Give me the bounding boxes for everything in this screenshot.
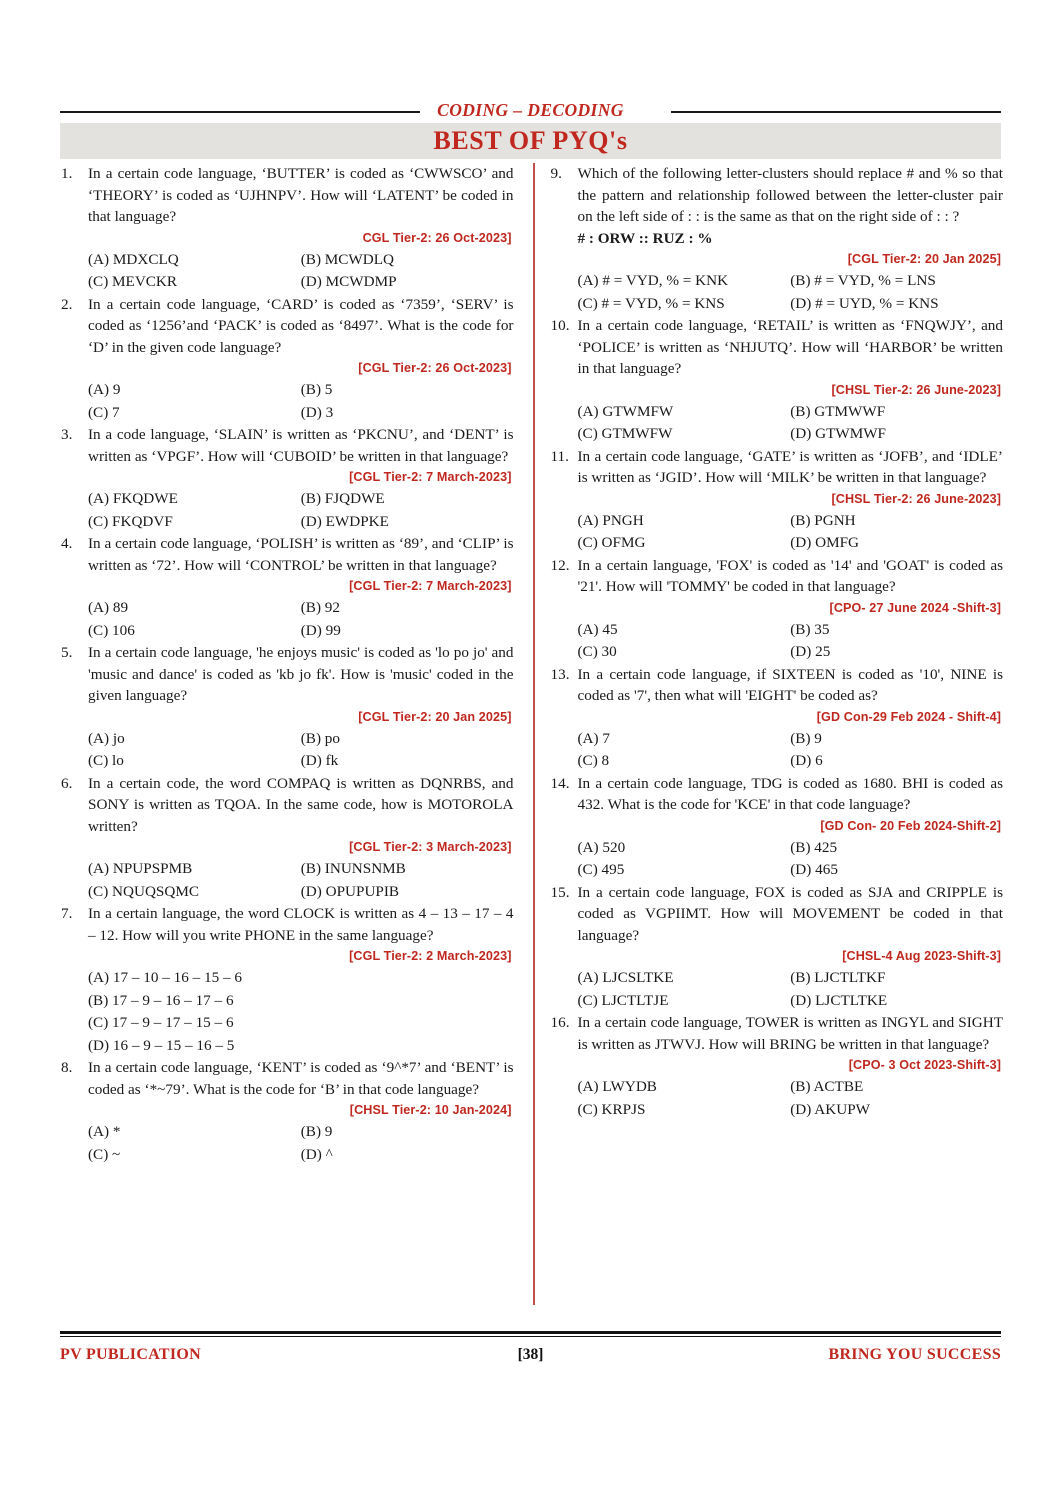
left-column: [58, 163, 524, 1311]
option-choice[interactable]: (B) PGNH: [790, 511, 856, 529]
question-number: 4.: [61, 535, 73, 552]
option-row: [88, 488, 514, 511]
option-choice[interactable]: (A) jo: [88, 729, 125, 747]
option-row: [88, 1035, 514, 1058]
question-body: [88, 903, 514, 1057]
exam-source-tag: [CGL Tier-2: 2 March-2023]: [349, 949, 512, 963]
option-choice[interactable]: (A) LWYDB: [577, 1078, 657, 1095]
option-row: [88, 1121, 514, 1144]
option-choice[interactable]: (A) MDXCLQ: [88, 250, 179, 268]
right-column: [544, 163, 1004, 1311]
option-choice[interactable]: (A) NPUPSPMB: [88, 860, 193, 877]
option-choice[interactable]: (B) LJCTLTKF: [790, 969, 886, 986]
option-choice[interactable]: (A) PNGH: [577, 511, 644, 529]
question-text: In a certain code language, TOWER is written as INGYL and SIGHT is written as JTWVJ. How will BRING be written in that language?: [577, 1014, 1003, 1053]
option-choice[interactable]: (C) 106: [88, 621, 135, 639]
option-row: [578, 619, 1004, 642]
question-text: In a code language, ‘SLAIN’ is written as ‘PKCNU’, and ‘DENT’ is written as ‘VPGF’. How will ‘CUBOID’ be written in that language?: [88, 426, 514, 465]
question-body: [578, 446, 1004, 555]
question-body: [578, 664, 1004, 773]
question-text: In a certain code language, ‘CARD’ is coded as ‘7359’, ‘SERV’ is coded as ‘1256’and ‘PACK’ is coded as ‘8497’. What is the code for ‘D’ in the given code language?: [88, 295, 514, 356]
question-text: In a certain code language, if SIXTEEN is coded as '10', NINE is coded as '7', then what will 'EIGHT' be coded as?: [577, 665, 1003, 704]
option-choice[interactable]: (C) 8: [577, 752, 610, 769]
option-choice[interactable]: (D) GTWMWF: [790, 425, 886, 442]
exam-source-tag: [GD Con- 20 Feb 2024-Shift-2]: [820, 818, 1001, 833]
option-choice[interactable]: (C) MEVCKR: [88, 273, 178, 290]
option-row: [578, 1099, 1004, 1122]
question-text: In a certain code language, ‘RETAIL’ is written as ‘FNQWJY’, and ‘POLICE’ is written as ‘NHJUTQ’. How will ‘HARBOR’ be written in that language?: [577, 317, 1003, 377]
option-row: [88, 858, 514, 881]
option-choice[interactable]: (D) # = UYD, % = KNS: [790, 294, 939, 312]
option-choice[interactable]: (B) 9: [790, 729, 822, 747]
question-number: 15.: [550, 883, 570, 901]
option-choice[interactable]: (D) 6: [790, 752, 823, 769]
option-choice[interactable]: (A) 9: [88, 381, 121, 398]
option-choice[interactable]: (C) 7: [88, 403, 120, 421]
option-choice[interactable]: (B) # = VYD, % = LNS: [790, 272, 936, 289]
option-choice[interactable]: (D) OMFG: [790, 534, 860, 551]
question-block: [58, 1057, 514, 1166]
question-text: In a certain code language, TDG is coded as 1680. BHI is coded as 432. What is the code for 'KCE' in that code language?: [577, 774, 1003, 813]
option-row: [578, 728, 1004, 751]
question-number: 9.: [550, 165, 562, 182]
question-block: [58, 903, 514, 1057]
option-choice[interactable]: (C) 30: [577, 643, 617, 660]
exam-source-tag: [CGL Tier-2: 3 March-2023]: [349, 840, 512, 854]
option-choice[interactable]: (A) 89: [88, 599, 129, 616]
header-rule-right: [671, 111, 1001, 113]
option-choice[interactable]: (B) FJQDWE: [300, 490, 385, 507]
option-row: [578, 270, 1004, 293]
question-body: [578, 1012, 1004, 1121]
option-list: [578, 270, 1004, 315]
exam-source-tag: [CHSL Tier-2: 26 June-2023]: [831, 382, 1001, 397]
publisher-tagline: BRING YOU SUCCESS: [828, 1346, 1002, 1363]
option-choice[interactable]: (D) EWDPKE: [300, 512, 389, 530]
option-row: [578, 641, 1004, 664]
question-body: [88, 294, 514, 425]
question-text: Which of the following letter-clusters should replace # and % so that the pattern and relationship followed between the letter-cluster pair on the left side of : : is the same as that on the right side of : : ?: [577, 165, 1003, 225]
option-row: [88, 271, 514, 294]
question-block: [548, 664, 1004, 773]
option-list: [578, 619, 1004, 664]
option-choice[interactable]: (D) ^: [300, 1145, 333, 1163]
option-row: [578, 1076, 1004, 1099]
banner-title: BEST OF PYQ's: [433, 126, 628, 155]
option-list: [88, 967, 514, 1057]
question-number: 12.: [550, 556, 570, 574]
option-choice[interactable]: (D) 16 – 9 – 15 – 16 – 5: [88, 1036, 235, 1054]
question-body: [88, 163, 514, 294]
question-block: [58, 294, 514, 425]
question-text: In a certain code language, FOX is coded as SJA and CRIPPLE is coded as VGPIIMT. How will MOVEMENT be coded in that language?: [577, 883, 1003, 944]
option-choice[interactable]: (A) 45: [577, 620, 618, 638]
option-choice[interactable]: (C) GTMWFW: [577, 425, 673, 442]
option-choice[interactable]: (D) OPUPUPIB: [300, 882, 400, 900]
question-text: In a certain language, the word CLOCK is written as 4 – 13 – 17 – 4 – 12. How will you write PHONE in the same language?: [88, 905, 514, 944]
question-body: [88, 773, 514, 904]
option-choice[interactable]: (C) ~: [88, 1145, 121, 1163]
option-row: [88, 728, 514, 751]
option-row: [578, 532, 1004, 555]
option-choice[interactable]: (D) LJCTLTKE: [790, 991, 888, 1009]
option-row: [88, 990, 514, 1013]
question-text: In a certain code language, ‘KENT’ is coded as ‘9^*7’ and ‘BENT’ is coded as ‘*~79’. What is the code for ‘B’ in that code language?: [88, 1059, 514, 1098]
exam-source-tag: [GD Con-29 Feb 2024 - Shift-4]: [816, 709, 1001, 724]
option-choice[interactable]: (B) 9: [300, 1123, 333, 1140]
banner: [60, 123, 1001, 159]
option-list: [88, 379, 514, 424]
option-list: [578, 401, 1004, 446]
option-choice[interactable]: (A) LJCSLTKE: [577, 969, 674, 986]
option-choice[interactable]: (C) lo: [88, 752, 124, 769]
option-choice[interactable]: (A) 520: [577, 838, 626, 856]
exam-source-tag: [CGL Tier-2: 20 Jan 2025]: [847, 252, 1001, 266]
option-list: [578, 1076, 1004, 1121]
question-body: [578, 315, 1004, 446]
page-number: [38]: [517, 1346, 544, 1363]
question-body: [578, 882, 1004, 1013]
option-choice[interactable]: (C) FKQDVF: [88, 512, 173, 530]
option-choice[interactable]: (C) LJCTLTJE: [577, 991, 669, 1009]
question-block: [548, 882, 1004, 1013]
option-choice[interactable]: (A) GTWMFW: [577, 402, 674, 420]
question-block: [58, 533, 514, 642]
exam-source-tag: [CGL Tier-2: 20 Jan 2025]: [358, 709, 512, 724]
exam-source-tag: [CHSL-4 Aug 2023-Shift-3]: [842, 949, 1001, 963]
option-choice[interactable]: (C) # = VYD, % = KNS: [577, 294, 725, 312]
column-divider: [533, 163, 535, 1305]
question-body: [88, 424, 514, 533]
question-number: 16.: [550, 1014, 570, 1031]
option-row: [578, 750, 1004, 773]
question-number: 2.: [61, 295, 73, 313]
option-choice[interactable]: (D) 25: [790, 643, 831, 660]
question-subline: # : ORW :: RUZ : %: [577, 229, 713, 247]
question-text: In a certain code language, ‘GATE’ is written as ‘JOFB’, and ‘IDLE’ is written as ‘JGID’. How will ‘MILK’ be written in that language?: [577, 447, 1003, 486]
question-number: 1.: [61, 165, 73, 182]
question-block: [548, 163, 1004, 315]
question-text: In a certain code language, 'he enjoys music' is coded as 'lo po jo' and 'music and dance' is coded as 'kb jo fk'. How is 'music' coded in the given language?: [88, 644, 514, 704]
question-number: 3.: [61, 426, 73, 443]
option-list: [88, 249, 514, 294]
option-list: [88, 728, 514, 773]
option-choice[interactable]: (B) 17 – 9 – 16 – 17 – 6: [88, 991, 234, 1009]
option-row: [578, 859, 1004, 882]
chapter-title: CODING – DECODING: [437, 100, 624, 120]
page-header: [60, 100, 1001, 159]
exam-source-tag: CGL Tier-2: 26 Oct-2023]: [362, 230, 512, 245]
question-body: [88, 533, 514, 642]
option-choice[interactable]: (D) 465: [790, 861, 838, 878]
question-block: [548, 446, 1004, 555]
option-row: [88, 1012, 514, 1035]
option-row: [578, 990, 1004, 1013]
question-text: In a certain code language, ‘BUTTER’ is coded as ‘CWWSCO’ and ‘THEORY’ is coded as ‘UJHNPV’. How will ‘LATENT’ be coded in that language?: [88, 165, 514, 225]
exam-source-tag: [CGL Tier-2: 26 Oct-2023]: [358, 361, 512, 375]
question-block: [548, 773, 1004, 882]
option-choice[interactable]: (B) ACTBE: [790, 1078, 864, 1095]
option-list: [578, 728, 1004, 773]
question-number: 7.: [61, 905, 73, 922]
option-choice[interactable]: (B) 5: [300, 381, 333, 398]
question-number: 14.: [550, 774, 570, 792]
option-choice[interactable]: (B) GTMWWF: [790, 402, 886, 420]
option-choice[interactable]: (B) 92: [300, 599, 340, 616]
option-row: [88, 511, 514, 534]
question-number: 10.: [550, 317, 570, 334]
exam-source-tag: [CGL Tier-2: 7 March-2023]: [349, 470, 512, 484]
option-row: [88, 1144, 514, 1167]
option-choice[interactable]: (C) OFMG: [577, 534, 646, 551]
option-choice[interactable]: (D) 3: [300, 403, 334, 421]
option-choice[interactable]: (A) 7: [577, 729, 610, 747]
question-block: [58, 424, 514, 533]
question-block: [58, 163, 514, 294]
question-block: [548, 555, 1004, 664]
option-row: [88, 597, 514, 620]
question-columns: [58, 163, 1003, 1311]
option-choice[interactable]: (A) FKQDWE: [88, 490, 178, 507]
option-list: [88, 858, 514, 903]
option-list: [88, 1121, 514, 1166]
option-row: [88, 249, 514, 272]
footer-rule-thick: [60, 1331, 1001, 1334]
question-block: [58, 642, 514, 773]
option-list: [578, 510, 1004, 555]
question-number: 13.: [550, 665, 570, 683]
option-row: [578, 510, 1004, 533]
option-row: [578, 401, 1004, 424]
option-row: [578, 423, 1004, 446]
publisher-name: PV PUBLICATION: [60, 1346, 201, 1363]
option-choice[interactable]: (C) 495: [577, 861, 625, 878]
option-row: [88, 967, 514, 990]
option-row: [578, 837, 1004, 860]
option-choice[interactable]: (B) MCWDLQ: [300, 250, 394, 268]
option-list: [88, 597, 514, 642]
option-list: [88, 488, 514, 533]
option-choice[interactable]: (B) po: [300, 729, 340, 747]
footer-row: [60, 1346, 1001, 1364]
question-block: [58, 773, 514, 904]
question-text: In a certain code language, ‘POLISH’ is written as ‘89’, and ‘CLIP’ is written as ‘72’. How will ‘CONTROL’ be written in that language?: [88, 535, 514, 574]
option-row: [88, 881, 514, 904]
option-choice[interactable]: (A) # = VYD, % = KNK: [577, 272, 729, 289]
option-row: [578, 967, 1004, 990]
option-choice[interactable]: (D) 99: [300, 621, 341, 639]
option-choice[interactable]: (D) AKUPW: [790, 1100, 870, 1118]
option-choice[interactable]: (B) 425: [790, 838, 838, 856]
page-footer: [60, 1331, 1001, 1364]
exam-source-tag: [CPO- 3 Oct 2023-Shift-3]: [848, 1058, 1001, 1072]
exam-source-tag: [CHSL Tier-2: 26 June-2023]: [831, 491, 1001, 506]
footer-rule-thin: [60, 1336, 1001, 1337]
option-choice[interactable]: (A) 17 – 10 – 16 – 15 – 6: [88, 969, 242, 986]
option-row: [88, 750, 514, 773]
option-list: [578, 967, 1004, 1012]
option-choice[interactable]: (C) KRPJS: [577, 1100, 646, 1118]
option-choice[interactable]: (B) INUNSNMB: [300, 860, 406, 877]
question-number: 5.: [61, 644, 73, 661]
option-row: [88, 402, 514, 425]
question-body: [88, 1057, 514, 1166]
question-text: In a certain language, 'FOX' is coded as '14' and 'GOAT' is coded as '21'. How will 'TOMMY' be coded in that language?: [577, 556, 1003, 595]
exam-source-tag: [CHSL Tier-2: 10 Jan-2024]: [349, 1103, 512, 1117]
question-body: [578, 555, 1004, 664]
question-body: [578, 773, 1004, 882]
option-choice[interactable]: (D) MCWDMP: [300, 273, 397, 290]
option-list: [578, 837, 1004, 882]
option-row: [88, 379, 514, 402]
question-block: [548, 315, 1004, 446]
chapter-title-rule-row: [60, 100, 1001, 122]
question-number: 11.: [550, 447, 569, 465]
question-body: [578, 163, 1004, 315]
question-body: [88, 642, 514, 773]
exam-source-tag: [CPO- 27 June 2024 -Shift-3]: [829, 600, 1001, 615]
question-text: In a certain code, the word COMPAQ is written as DQNRBS, and SONY is written as TQOA. In the same code, how is MOTOROLA written?: [88, 774, 514, 835]
exam-source-tag: [CGL Tier-2: 7 March-2023]: [349, 579, 512, 593]
option-row: [88, 620, 514, 643]
option-choice[interactable]: (B) 35: [790, 620, 830, 638]
question-number: 8.: [61, 1059, 73, 1076]
option-row: [578, 293, 1004, 316]
question-block: [548, 1012, 1004, 1121]
option-choice[interactable]: (A) *: [88, 1123, 121, 1140]
option-choice[interactable]: (D) fk: [300, 752, 339, 769]
question-number: 6.: [61, 774, 73, 792]
option-choice[interactable]: (C) NQUQSQMC: [88, 882, 199, 900]
option-choice[interactable]: (C) 17 – 9 – 17 – 15 – 6: [88, 1014, 234, 1031]
